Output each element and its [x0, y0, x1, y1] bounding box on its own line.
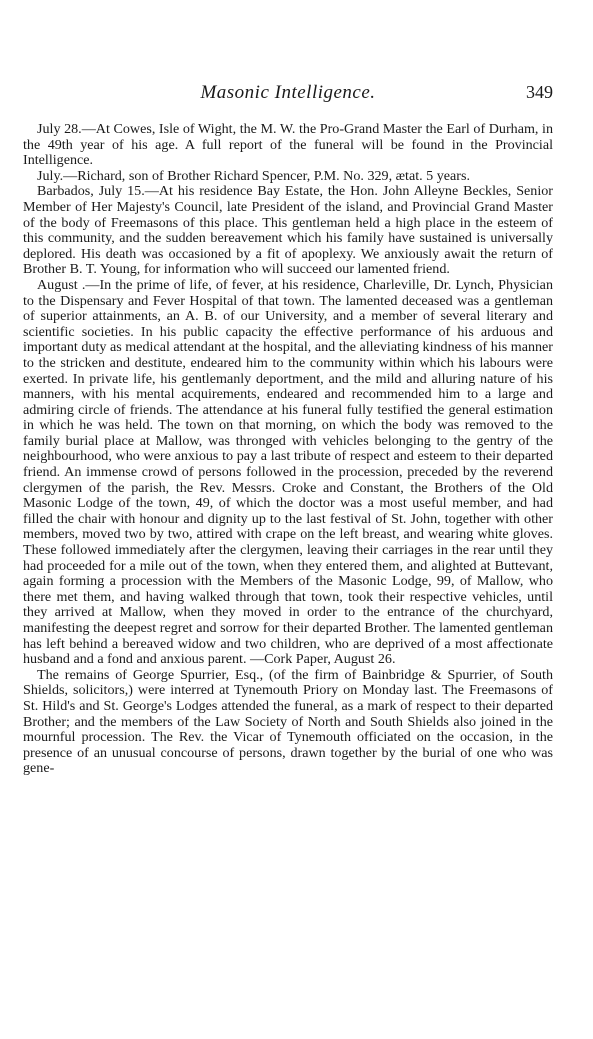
body-text [23, 122, 553, 777]
running-title: Masonic Intelligence. [200, 82, 376, 103]
obituary-earl-of-durham: July 28.—At Cowes, Isle of Wight, the M. W. the Pro-Grand Master the Earl of Durham, in the 49th year of his age. A full report of the funeral will be found in the Provincial Intelligence. [23, 121, 553, 169]
page-number: 349 [526, 82, 553, 102]
obituary-john-alleyne-beckles: Barbados, July 15.—At his residence Bay Estate, the Hon. John Alleyne Beckles, Senior Member of Her Majesty's Council, late President of the island, and Provincial Grand Master of the body of Freemasons of this place. This gentleman held a high place in the esteem of this community, and the sudden bereavement which his family have sustained is universally deplored. His death was occasioned by a fit of apoplexy. We anxiously await the return of Brother B. T. Young, for information who will succeed our lamented friend. [23, 183, 553, 278]
obituary-richard-spencer: July.—Richard, son of Brother Richard Spencer, P.M. No. 329, ætat. 5 years. [37, 167, 471, 184]
page-header [23, 82, 553, 112]
obituary-george-spurrier: The remains of George Spurrier, Esq., (of the firm of Bainbridge & Spurrier, of South Shields, solicitors,) were interred at Tynemouth Priory on Monday last. The Freemasons of St. Hild's and St. George's Lodges attended the funeral, as a mark of respect to their departed Brother; and the members of the Law Society of North and South Shields also joined in the mournful procession. The Rev. the Vicar of Tynemouth officiated on the occasion, in the presence of an unusual concourse of persons, drawn together by the burial of one who was gene- [23, 666, 553, 777]
obituary-dr-lynch: August .—In the prime of life, of fever, at his residence, Charleville, Dr. Lynch, Physician to the Dispensary and Fever Hospital of that town. The lamented deceased was a gentleman of superior attainments, an A. B. of our University, and a member of several literary and scientific societies. In his public capacity the effective performance of his arduous and important duty as medical attendant at the hospital, and the alleviating kindness of his manner to the stricken and destitute, endeared him to the community within which his labours were exerted. In private life, his gentlemanly deportment, and the mild and alluring nature of his manners, with his mental acquirements, endeared and recommended him to a large and admiring circle of friends. The attendance at his funeral fully testified the general estimation in which he was held. The town on that morning, on which the body was removed to the family burial place at Mallow, was thronged with vehicles belonging to the gentry of the neighbourhood, who were anxious to pay a last tribute of respect and esteem to their departed friend. An immense crowd of persons followed in the procession, preceded by the reverend clergymen of the parish, the Rev. Messrs. Croke and Constant, the Brothers of the Old Masonic Lodge of the town, 49, of which the doctor was a most useful member, and had filled the chair with honour and dignity up to the last festival of St. John, together with other members, moved two by two, attired with crape on the left breast, and wearing white gloves. These followed immediately after the clergymen, leaving their carriages in the rear until they had proceeded for a mile out of the town, when they entered them, and alighted at Buttevant, again forming a procession with the Members of the Masonic Lodge, 99, of Mallow, who there met them, and having walked through that town, took their respective vehicles, until they arrived at Mallow, when they moved in order to the entrance of the churchyard, manifesting the deepest regret and sorrow for their departed Brother. The lamented gentleman has left behind a bereaved widow and two children, who are deprived of a most affectionate husband and a fond and anxious parent. —Cork Paper, August 26. [23, 276, 553, 668]
